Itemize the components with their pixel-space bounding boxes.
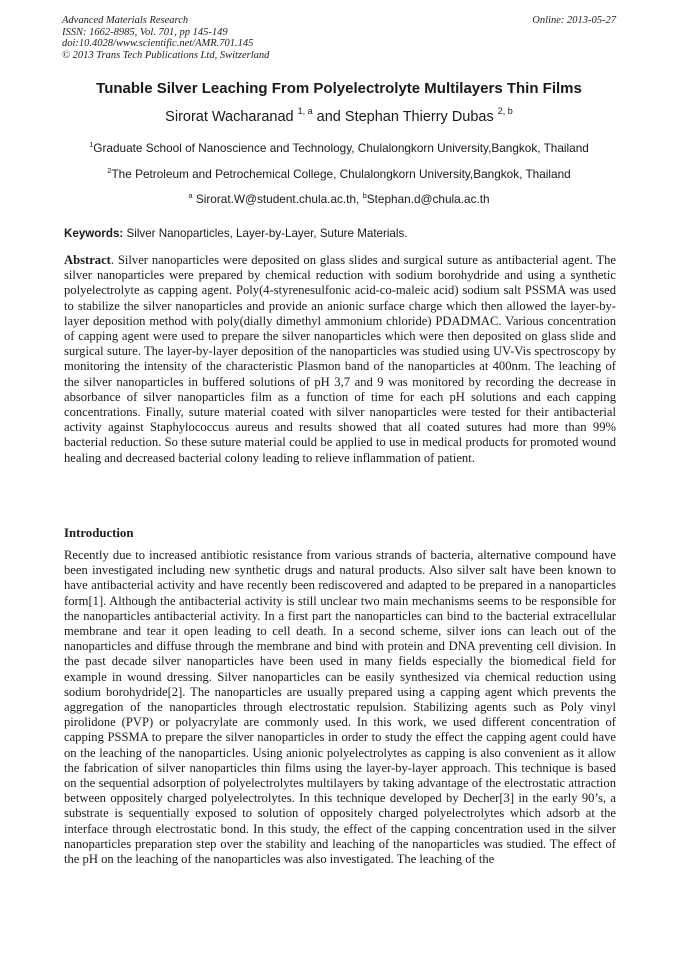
- journal-header: [62, 15, 392, 61]
- abstract: [64, 253, 616, 466]
- email-a-marker: a: [188, 191, 193, 200]
- abstract-label: Abstract: [64, 253, 111, 267]
- introduction-text: Recently due to increased antibiotic resistance from various strands of bacteria, alternative compound have been investigated including new synthetic drugs and natural products. Also silver salt have been known to have antibacterial activity and have recently been rediscovered and adapted to be prepared in a nanoparticles form[1]. Although the antibacterial activity is still unclear two main mechanisms seems to be responsible for the nanoparticles antibacterial activity. In a first part the nanoparticles can bind to the bacterial extracellular membrane and tear it open leading to cell death. In a second scheme, silver ions can leach out of the nanoparticles and diffuse through the membrane and bind with protein and DNA preventing cell division. In the past decade silver nanoparticles have been used in many fields especially the biomedical field for example in wound dressing. Silver nanoparticles can be easily synthesized via chemical reduction using sodium borohydride[2]. The nanoparticles are usually prepared using a capping agent which prevents the aggregation of the nanoparticles through electrostatic repulsion. Stabilizing agents such as Poly vinyl pirolidone (PVP) or polyacrylate are commonly used. In this work, we used different concentration of capping PSSMA to prepare the silver nanoparticles in order to study the effect the capping agent could have on the leaching of the nanoparticles. Using anionic polyelectrolytes as capping is also convenient as it allow the fabrication of silver nanoparticles thin films using the layer-by-layer approach. This technique is based on the sequential adsorption of polyelectrolytes multilayers by taking advantage of the electrostatic attraction between oppositely charged polyelectrolytes. In this technique developed by Decher[3] in the early 90’s, a substrate is sequentially exposed to solution of oppositely charged polyelectrolytes which adsorb at the interface through electrostatic bond. In this study, the effect of the capping concentration used in the silver nanoparticles preparation step over the stability and leaching of the nanoparticles was studied. The effect of the pH on the leaching of the nanoparticles was also investigated. The leaching of the: [64, 548, 616, 867]
- journal-name: Advanced Materials Research: [62, 15, 189, 26]
- author-2: Stephan Thierry Dubas: [344, 109, 494, 125]
- keywords-label: Keywords:: [64, 227, 124, 240]
- author-line: [40, 106, 638, 125]
- paper-title: Tunable Silver Leaching From Polyelectrolyte Multilayers Thin Films: [96, 80, 582, 97]
- keywords-text: Silver Nanoparticles, Layer-by-Layer, Suture Materials.: [126, 227, 408, 240]
- author-1: Sirorat Wacharanad: [165, 109, 294, 125]
- abstract-text: . Silver nanoparticles were deposited on glass slides and surgical suture as antibacterial agent. The silver nanoparticles were prepared by chemical reduction with sodium borohydride and using a synthetic polyelectrolyte as capping agent. Poly(4-styrenesulfonic acid-co-maleic acid) sodium salt PSSMA was used to stabilize the silver nanoparticles and provide an anionic surface charge which then allowed the layer-by-layer deposition method with poly(dially dimethyl ammonium chloride) PDADMAC. Various concentration of capping agent were used to prepare the silver nanoparticles which were then deposited on glass slide and surgical suture. The layer-by-layer deposition of the nanoparticles was studied using UV-Vis spectroscopy by monitoring the intensity of the characteristic Plasmon band of the nanoparticles at 400nm. The leaching of the silver nanoparticles in buffered solutions of pH 3,7 and 9 was monitored by recording the decrease in absorbance of silver nanoparticles film as a function of time for each pH solutions and each capping concentrations. Finally, suture material coated with silver nanoparticles were tested for their antibacterial activity against Staphylococcus aureus and results showed that all coated sutures had more than 99% bacterial reduction. So these suture material could be applied to use in medical products for promoted wound healing and decreased bacterial colony leading to relieve inflammation of patient.: [64, 253, 616, 465]
- email-line: [30, 192, 648, 206]
- email-b-marker: b: [362, 191, 367, 200]
- author-conjunction: and: [316, 109, 341, 125]
- affiliation-1-text: Graduate School of Nanoscience and Technology, Chulalongkorn University,Bangkok, Thailand: [93, 141, 589, 155]
- affiliation-1-marker: 1: [89, 140, 94, 149]
- affiliation-2: [30, 167, 648, 181]
- email-a[interactable]: Sirorat.W@student.chula.ac.th,: [195, 192, 360, 206]
- author-2-affiliation: 2, b: [497, 106, 513, 116]
- journal-issn: ISSN: 1662-8985, Vol. 701, pp 145-149: [62, 26, 228, 38]
- affiliation-2-marker: 2: [107, 166, 112, 175]
- email-b[interactable]: Stephan.d@chula.ac.th: [366, 192, 490, 206]
- journal-copyright: © 2013 Trans Tech Publications Ltd, Switzerland: [62, 49, 270, 61]
- author-1-affiliation: 1, a: [297, 106, 313, 116]
- affiliation-2-text: The Petroleum and Petrochemical College, Chulalongkorn University,Bangkok, Thailand: [111, 167, 571, 181]
- journal-doi[interactable]: doi:10.4028/www.scientific.net/AMR.701.145: [62, 38, 254, 49]
- introduction-heading: Introduction: [64, 526, 134, 540]
- keywords: [64, 227, 616, 240]
- affiliation-1: [30, 141, 648, 155]
- online-date: Online: 2013-05-27: [532, 15, 616, 26]
